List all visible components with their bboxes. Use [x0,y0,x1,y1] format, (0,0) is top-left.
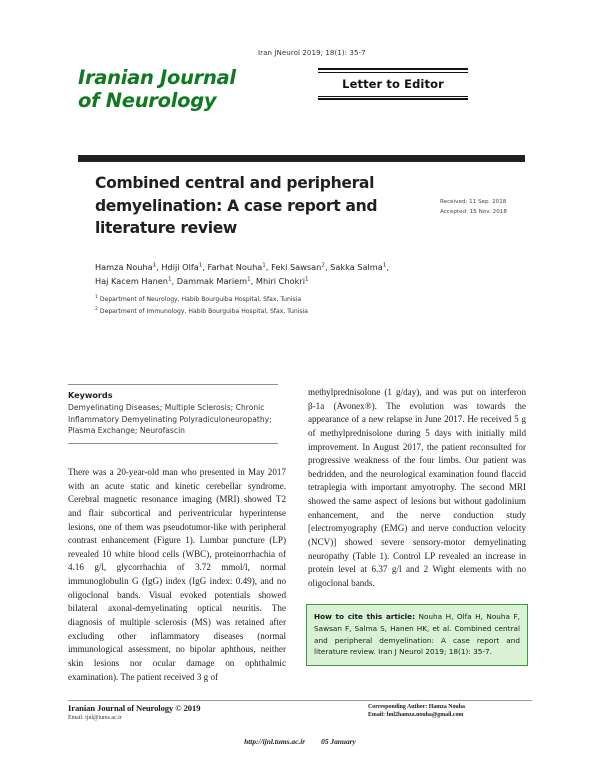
footer-date: 05 January [321,737,356,746]
how-to-cite-text: Nouha H, Olfa H, Nouha F, Sawsan F, Salma S, Hanen HK, et al. Combined central and peripheral demyelination: A case report and literature review. Iran J Neurol 2019; 18(1): 35-7. [314,612,520,657]
how-to-cite-label: How to cite this article: [314,612,416,621]
footer-journal-email[interactable]: Email: ijnl@tums.ac.ir [68,715,122,721]
author-line-1: Hamza Nouha$^1$, Hdiji Olfa$^1$, Farhat Nouha$^1$, Feki Sawsan$^2$, Sakka Salma$^1$, [95,262,389,272]
journal-citation-line: Iran JNeurol 2019; 18(1): 35-7 [258,48,366,57]
rule-above-article-type [318,68,468,73]
keywords-heading: Keywords [68,390,113,400]
title-line-3: literature review [95,219,237,238]
article-type-block [318,68,468,100]
how-to-cite-box [306,604,528,666]
journal-name-line2: of Neurology [78,89,217,112]
body-column-left [68,466,286,684]
keywords-box [68,384,278,444]
affiliation-1: $^1$ Department of Neurology, Habib Bourguiba Hospital, Sfax, Tunisia [95,295,302,304]
footer-copyright: Iranian Journal of Neurology © 2019 [68,703,201,713]
page-title [95,172,385,240]
footer-corresponding-email[interactable]: Email: fml2hamza.nouha@gmail.com [368,712,464,718]
submission-dates [440,198,550,218]
body-paragraph-right: methylprednisolone (1 g/day), and was put on interferon β-1a (Avonex®). The evolution was towards the appearance of a new relapse in June 2017. He received 5 g of methylprednisolone during 5 days with initially mild improvement. In August 2017, the patient reconsulted for progressive weakness of the four limbs. Our patient was bedridden, and the neurological examination found flaccid tetraplegia with important amyotrophy. The second MRI showed the same aspect of lesions but without gadolinium enhancement, and the nerve conduction study [electromyography (EMG) and nerve conduction velocity (NCV)] showed severe sensory-motor demyelinating neuropathy (Table 1). Control LP revealed an increase in protein level at 6.37 g/l and 2 Wight elements with no oligoclonal bands. [308,387,526,588]
title-line-2: demyelination: A case report and [95,196,378,215]
masthead [60,62,540,132]
accepted-date: Accepted: 15 Nov. 2018 [440,208,507,215]
received-date: Received: 11 Sep. 2018 [440,199,507,205]
footer-corresponding-author: Corresponding Author: Hamza Nouha [368,704,465,710]
title-line-1: Combined central and peripheral [95,174,375,192]
footer-url[interactable]: http://ijnl.tums.ac.ir [244,737,306,746]
journal-name-line1: Iranian Journal [78,66,236,89]
author-line-2: Haj Kacem Hanen$^1$, Dammak Mariem$^1$, Mhiri Chokri$^1$ [95,275,309,286]
footer-corresponding-info [368,704,538,718]
footer-url-line [0,737,600,746]
journal-logo [78,66,288,112]
footer-divider [68,700,532,701]
affiliation-2: $^2$ Department of Immunology, Habib Bourguiba Hospital, Sfax, Tunisia [95,306,308,315]
body-column-right [308,386,526,591]
body-paragraph-left: There was a 20-year-old man who presented in May 2017 with an acute static and kinetic cerebellar syndrome. Cerebral magnetic resonance imaging (MRI) showed T2 and flair subcortical and periventricular hyperintense lesions, one of them was pseudotumor-like with peripheral contrast enhancement (Figure 1). Lumbar puncture (LP) revealed 10 white blood cells (WBC), proteinorrhachia of 4.16 g/l, glycorrhachia of 3.72 mmol/l, normal immunoglobulin G (IgG) index (IgG index: 0.49), and no oligoclonal bands. Visual evoked potentials showed bilateral axonal-demyelinating optical neuritis. The diagnosis of multiple sclerosis (MS) was retained after excluding other inflammatory diseases (normal immunological assessment, no bipolar aphthous, neither skin lesions nor ocular damage on ophthalmic examination). The patient received 3 g of [68,467,286,682]
rule-below-article-type [318,96,468,101]
affiliation-list [95,294,415,318]
keywords-text: Demyelinating Diseases; Multiple Sclerosis; Chronic Inflammatory Demyelinating Polyradiculoneuropathy; Plasma Exchange; Neurofascin [68,403,272,436]
author-list [95,261,395,288]
article-type-label: Letter to Editor [342,76,444,91]
title-divider-bar [78,155,525,162]
footer-journal-info [68,703,328,721]
